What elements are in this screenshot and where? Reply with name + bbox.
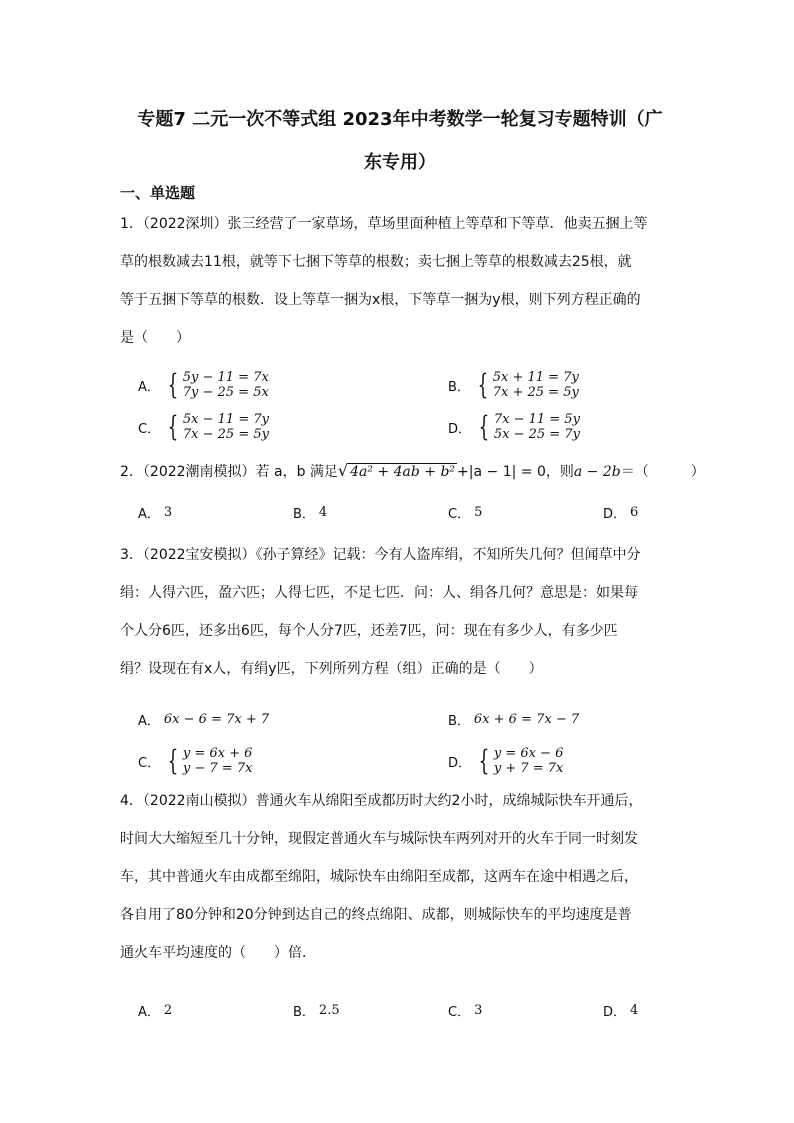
question-2-option-c[interactable] [448, 495, 482, 529]
option-value: 4 [630, 1002, 639, 1018]
question-4-option-b[interactable] [293, 993, 340, 1027]
question-2-option-d[interactable] [603, 495, 638, 529]
question-2-line [120, 452, 705, 490]
question-3-line: 个人分6匹，还多出6匹，每个人分7匹，还差7匹，问：现在有多少人，有多少匹 [120, 623, 618, 639]
sqrt-icon: √ [337, 461, 349, 480]
question-3-line: 3．（2022宝安模拟）《孙子算经》记载：今有人盗库绢，不知所失几何？但闻草中分 [120, 547, 641, 563]
question-1-option-a[interactable] [138, 368, 269, 402]
question-1-line: 1．（2022深圳）张三经营了一家草场，草场里面种植上等草和下等草．他卖五捆上等 [120, 216, 648, 232]
question-2-middle: +|a − 1| = 0，则 [457, 464, 574, 480]
brace-icon: { [478, 744, 490, 777]
option-label: B． [448, 713, 470, 729]
question-1-line: 草的根数减去11根，就等下七捆下等草的根数；卖七捆上等草的根数减去25根，就 [120, 254, 632, 270]
equation: 5x − 11 = 7y [182, 412, 269, 427]
option-value: 3 [474, 1002, 483, 1018]
question-1-option-b[interactable] [448, 368, 579, 402]
option-label: D． [448, 421, 472, 437]
option-value: 6x + 6 = 7x − 7 [473, 711, 580, 727]
question-4-line: 各自用了80分钟和20分钟到达自己的终点绵阳、成都，则城际快车的平均速度是普 [120, 907, 632, 923]
question-3-option-a[interactable] [138, 702, 269, 736]
brace-icon: { [167, 368, 179, 401]
question-4-option-c[interactable] [448, 993, 482, 1027]
question-2-suffix: ＝（ ） [620, 464, 705, 480]
option-value: 6 [630, 504, 639, 520]
question-2-option-b[interactable] [293, 495, 327, 529]
question-3-text [120, 536, 675, 688]
option-label: A． [138, 379, 160, 395]
question-3-line: 绢：人得六匹，盈六匹；人得七匹，不足七匹．问：人、绢各几何？意思是：如果每 [120, 585, 638, 601]
question-2-expression: a − 2b [573, 464, 621, 480]
option-value: 3 [163, 504, 173, 520]
question-1-option-d[interactable] [448, 410, 580, 444]
question-4-line: 时间大大缩短至几十分钟，现假定普通火车与城际快车两列对开的火车于同一时刻发 [120, 831, 638, 847]
question-2-option-a[interactable] [138, 495, 172, 529]
question-1-line: 等于五捆下等草的根数．设上等草一捆为x根，下等草一捆为y根，则下列方程正确的 [120, 292, 641, 308]
equation: 7x − 11 = 5y [493, 412, 580, 427]
question-3-option-b[interactable] [448, 702, 579, 736]
equation: y = 6x − 6 [493, 746, 564, 761]
question-1-option-c[interactable] [138, 410, 269, 444]
question-4-text [120, 782, 675, 972]
question-3-option-d[interactable] [448, 744, 563, 778]
option-label: A． [138, 713, 160, 729]
option-value: 5 [474, 504, 483, 520]
option-label: A． [138, 1004, 160, 1020]
option-label: D． [448, 755, 472, 771]
equation: y = 6x + 6 [182, 746, 253, 761]
brace-icon: { [478, 410, 490, 443]
question-4-option-a[interactable] [138, 993, 172, 1027]
option-label: A． [138, 506, 160, 522]
option-value: 4 [318, 504, 328, 520]
question-2-prefix: 2．（2022潮南模拟）若 a，b 满足 [120, 464, 338, 480]
document-title-line1: 专题7 二元一次不等式组 2023年中考数学一轮复习专题特训（广 [137, 109, 663, 130]
question-1-line: 是（ ） [120, 330, 190, 346]
option-label: C． [448, 1004, 471, 1020]
question-3-line: 绢？设现在有x人，有绢y匹，下列所列方程（组）正确的是（ ） [120, 661, 543, 677]
brace-icon: { [477, 368, 489, 401]
equation: 7y − 25 = 5x [182, 385, 269, 400]
option-label: D． [603, 506, 627, 522]
equation: 5x − 25 = 7y [493, 427, 580, 442]
section-heading: 一、单选题 [120, 184, 196, 202]
equation: 5x + 11 = 7y [492, 370, 579, 385]
option-label: C． [448, 506, 471, 522]
question-1-text [120, 205, 675, 357]
question-4-line: 车，其中普通火车由成都至绵阳，城际快车由绵阳至成都，这两车在途中相遇之后， [120, 869, 638, 885]
option-label: B． [293, 506, 315, 522]
equation: 7x − 25 = 5y [182, 427, 269, 442]
equation: y − 7 = 7x [182, 761, 253, 776]
brace-icon: { [167, 410, 179, 443]
option-value: 6x − 6 = 7x + 7 [163, 711, 270, 727]
question-2-text [120, 452, 705, 490]
document-title-line2: 东专用） [364, 152, 436, 173]
option-label: B． [293, 1004, 315, 1020]
option-value: 2 [163, 1002, 173, 1018]
question-4-line: 4．（2022南山模拟）普通火车从绵阳至成都历时大约2小时，成绵城际快车开通后， [120, 793, 643, 809]
question-4-line: 通火车平均速度的（ ）倍． [120, 945, 316, 961]
question-2-radicand: 4a² + 4ab + b² [350, 464, 456, 480]
equation: 5y − 11 = 7x [182, 370, 269, 385]
question-3-option-c[interactable] [138, 744, 252, 778]
equation: 7x + 25 = 5y [492, 385, 579, 400]
option-label: C． [138, 421, 161, 437]
option-label: D． [603, 1004, 627, 1020]
option-label: C． [138, 755, 161, 771]
option-label: B． [448, 379, 470, 395]
equation: y + 7 = 7x [493, 761, 564, 776]
brace-icon: { [167, 744, 179, 777]
question-4-option-d[interactable] [603, 993, 638, 1027]
option-value: 2.5 [318, 1002, 340, 1018]
